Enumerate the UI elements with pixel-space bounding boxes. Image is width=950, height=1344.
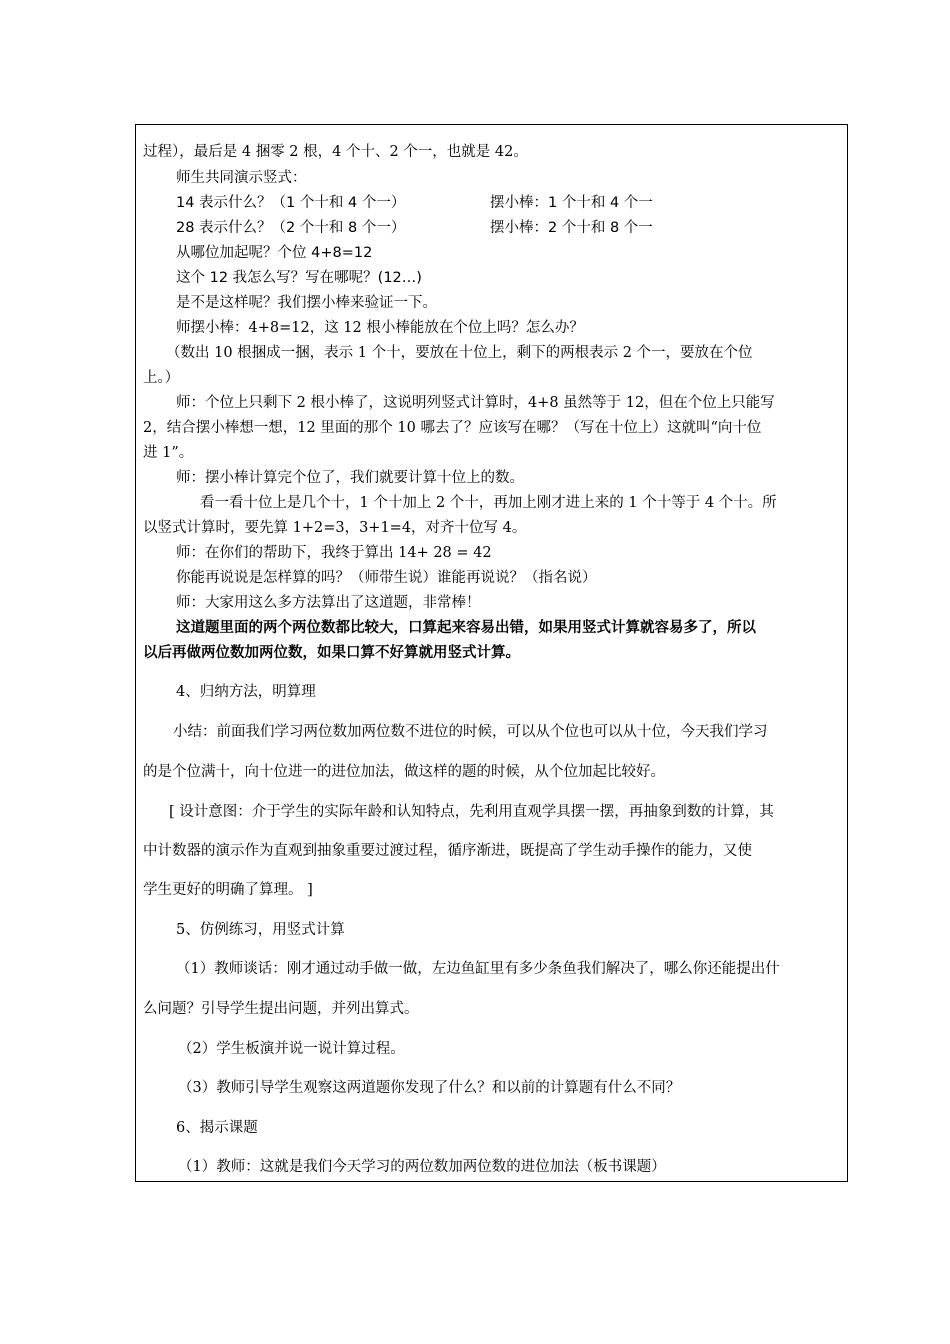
text-line: 学生更好的明确了算理。 ] bbox=[143, 882, 313, 898]
text-line: 么问题？引导学生提出问题，并列出算式。 bbox=[143, 1001, 419, 1017]
emphasis-line: 以后再做两位数加两位数，如果口算不好算就用竖式计算。 bbox=[143, 644, 520, 661]
text-line: 师：大家用这么多方法算出了这道题，非常棒！ bbox=[176, 595, 481, 611]
text-line: （2）学生板演并说一说计算过程。 bbox=[178, 1041, 405, 1057]
text-line: 师：摆小棒计算完个位了，我们就要计算十位上的数。 bbox=[176, 470, 524, 486]
text-line: 以竖式计算时，要先算 1+2=3，3+1=4，对齐十位写 4。 bbox=[143, 520, 527, 536]
text-line: 摆小棒：2 个十和 8 个一 bbox=[490, 220, 653, 236]
text-line: 的是个位满十，向十位进一的进位加法，做这样的题的时候，从个位加起比较好。 bbox=[143, 764, 665, 780]
text-line: 你能再说说是怎样算的吗？（师带生说）谁能再说说？（指名说） bbox=[176, 570, 597, 586]
text-line: 进 1”。 bbox=[143, 445, 194, 461]
section-heading: 4、归纳方法，明算理 bbox=[176, 684, 316, 700]
text-line: 师：个位上只剩下 2 根小棒了，这说明列竖式计算时，4+8 虽然等于 12，但在个位上只能写 bbox=[176, 395, 775, 411]
text-line: （数出 10 根捆成一捆，表示 1 个十，要放在十位上，剩下的两根表示 2 个一，要放在个位 bbox=[166, 345, 753, 361]
section-heading: 6、揭示课题 bbox=[176, 1120, 258, 1136]
text-line: 上。） bbox=[143, 370, 180, 386]
text-line: 师：在你们的帮助下，我终于算出 14+ 28 = 42 bbox=[176, 545, 492, 561]
text-line: 是不是这样呢？我们摆小棒来验证一下。 bbox=[176, 295, 437, 311]
text-line: （1）教师谈话：刚才通过动手做一做，左边鱼缸里有多少条鱼我们解决了，哪么你还能提出什 bbox=[176, 961, 780, 977]
text-line: 从哪位加起呢？个位 4+8=12 bbox=[176, 245, 373, 261]
text-line: 看一看十位上是几个十，1 个十加上 2 个十，再加上刚才进上来的 1 个十等于 4 个十。所 bbox=[200, 495, 777, 511]
section-heading: 5、仿例练习，用竖式计算 bbox=[176, 922, 345, 938]
text-line: 摆小棒：1 个十和 4 个一 bbox=[490, 195, 653, 211]
text-line: [ 设计意图：介于学生的实际年龄和认知特点，先利用直观学具摆一摆，再抽象到数的计算，其 bbox=[169, 804, 774, 820]
text-line: 师摆小棒：4+8=12，这 12 根小棒能放在个位上吗？怎么办？ bbox=[176, 320, 584, 336]
text-line: 小结：前面我们学习两位数加两位数不进位的时候，可以从个位也可以从十位，今天我们学习 bbox=[173, 724, 768, 740]
text-line: 师生共同演示竖式： bbox=[176, 170, 307, 186]
text-line: 这个 12 我怎么写？写在哪呢？(12…) bbox=[176, 270, 422, 286]
emphasis-line: 这道题里面的两个两位数都比较大，口算起来容易出错，如果用竖式计算就容易多了，所以 bbox=[176, 619, 756, 636]
text-line: 中计数器的演示作为直观到抽象重要过渡过程，循序渐进，既提高了学生动手操作的能力，又使 bbox=[143, 843, 752, 859]
text-line: 14 表示什么？（1 个十和 4 个一） bbox=[176, 195, 406, 211]
text-line: （3）教师引导学生观察这两道题你发现了什么？和以前的计算题有什么不同？ bbox=[178, 1080, 681, 1096]
text-line: 28 表示什么？（2 个十和 8 个一） bbox=[176, 220, 406, 236]
text-line: （1）教师：这就是我们今天学习的两位数加两位数的进位加法（板书课题） bbox=[178, 1159, 666, 1175]
text-line: 过程），最后是 4 捆零 2 根，4 个十、2 个一，也就是 42。 bbox=[143, 144, 528, 160]
text-line: 2，结合摆小棒想一想，12 里面的那个 10 哪去了？应该写在哪？（写在十位上）这就叫“向十位 bbox=[143, 420, 762, 436]
